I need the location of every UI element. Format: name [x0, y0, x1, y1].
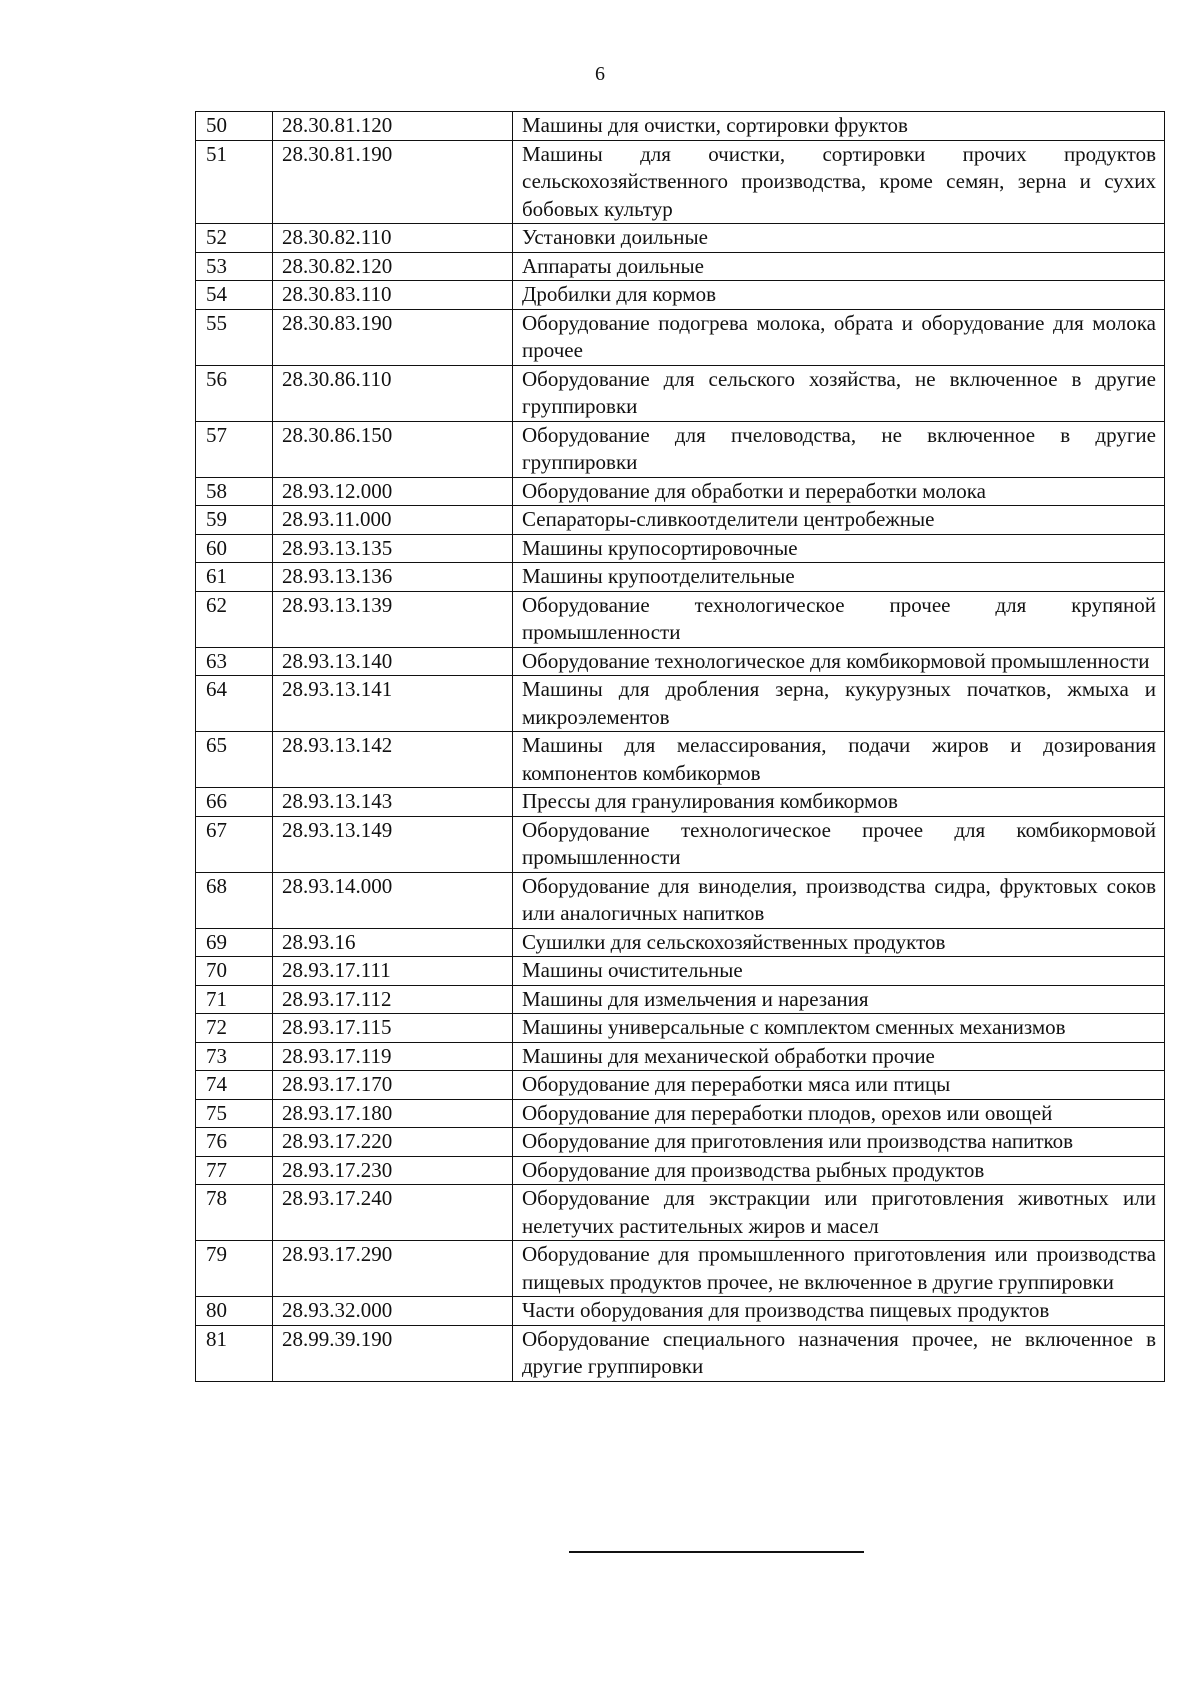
table-row: [196, 140, 1165, 224]
okpd-code: 28.93.13.149: [273, 816, 513, 872]
equipment-description: Машины для дробления зерна, кукурузных початков, жмыха и микроэлементов: [513, 676, 1165, 732]
table-row: [196, 647, 1165, 676]
row-number: 65: [196, 732, 273, 788]
row-number: 61: [196, 563, 273, 592]
row-number: 77: [196, 1156, 273, 1185]
equipment-description: Оборудование для переработки плодов, орехов или овощей: [513, 1099, 1165, 1128]
table-row: [196, 421, 1165, 477]
okpd-code: 28.93.17.170: [273, 1071, 513, 1100]
equipment-description: Машины для очистки, сортировки фруктов: [513, 112, 1165, 141]
equipment-description: Сушилки для сельскохозяйственных продуктов: [513, 928, 1165, 957]
equipment-description: Прессы для гранулирования комбикормов: [513, 788, 1165, 817]
equipment-description: Машины для измельчения и нарезания: [513, 985, 1165, 1014]
row-number: 64: [196, 676, 273, 732]
okpd-code: 28.30.86.110: [273, 365, 513, 421]
equipment-description: Оборудование для производства рыбных продуктов: [513, 1156, 1165, 1185]
row-number: 71: [196, 985, 273, 1014]
okpd-code: 28.30.83.190: [273, 309, 513, 365]
equipment-description: Машины крупоотделительные: [513, 563, 1165, 592]
row-number: 52: [196, 224, 273, 253]
okpd-code: 28.93.14.000: [273, 872, 513, 928]
row-number: 62: [196, 591, 273, 647]
equipment-description: Оборудование технологическое прочее для комбикормовой промышленности: [513, 816, 1165, 872]
okpd-code: 28.93.17.119: [273, 1042, 513, 1071]
row-number: 58: [196, 477, 273, 506]
table-row: [196, 1099, 1165, 1128]
okpd-code: 28.93.13.143: [273, 788, 513, 817]
okpd-code: 28.93.16: [273, 928, 513, 957]
okpd-code: 28.93.17.220: [273, 1128, 513, 1157]
row-number: 60: [196, 534, 273, 563]
okpd-code: 28.93.13.136: [273, 563, 513, 592]
okpd-code: 28.93.13.141: [273, 676, 513, 732]
okpd-code: 28.93.17.240: [273, 1185, 513, 1241]
okpd-code: 28.93.17.230: [273, 1156, 513, 1185]
row-number: 69: [196, 928, 273, 957]
end-of-document-rule: [569, 1551, 864, 1553]
row-number: 78: [196, 1185, 273, 1241]
table-row: [196, 1014, 1165, 1043]
okpd-code: 28.93.17.112: [273, 985, 513, 1014]
equipment-description: Оборудование для экстракции или приготовления животных или нелетучих растительных жиров и масел: [513, 1185, 1165, 1241]
table-row: [196, 676, 1165, 732]
row-number: 66: [196, 788, 273, 817]
table-row: [196, 112, 1165, 141]
equipment-description: Оборудование для пчеловодства, не включенное в другие группировки: [513, 421, 1165, 477]
okpd-code: 28.93.17.115: [273, 1014, 513, 1043]
equipment-description: Оборудование подогрева молока, обрата и оборудование для молока прочее: [513, 309, 1165, 365]
table-row: [196, 563, 1165, 592]
table-row: [196, 534, 1165, 563]
equipment-description: Установки доильные: [513, 224, 1165, 253]
row-number: 73: [196, 1042, 273, 1071]
okpd-code: 28.93.13.139: [273, 591, 513, 647]
row-number: 75: [196, 1099, 273, 1128]
equipment-description: Дробилки для кормов: [513, 281, 1165, 310]
table-row: [196, 1156, 1165, 1185]
table-row: [196, 281, 1165, 310]
row-number: 74: [196, 1071, 273, 1100]
row-number: 79: [196, 1241, 273, 1297]
table-row: [196, 1241, 1165, 1297]
row-number: 67: [196, 816, 273, 872]
table-row: [196, 928, 1165, 957]
row-number: 50: [196, 112, 273, 141]
equipment-description: Оборудование для переработки мяса или птицы: [513, 1071, 1165, 1100]
table-row: [196, 1128, 1165, 1157]
equipment-description: Оборудование для обработки и переработки молока: [513, 477, 1165, 506]
equipment-description: Оборудование для сельского хозяйства, не включенное в другие группировки: [513, 365, 1165, 421]
okpd-code: 28.93.13.140: [273, 647, 513, 676]
table-row: [196, 506, 1165, 535]
table-row: [196, 224, 1165, 253]
equipment-description: Оборудование специального назначения прочее, не включенное в другие группировки: [513, 1325, 1165, 1381]
table-row: [196, 1071, 1165, 1100]
equipment-description: Машины для механической обработки прочие: [513, 1042, 1165, 1071]
okpd-code: 28.93.12.000: [273, 477, 513, 506]
okpd-code: 28.99.39.190: [273, 1325, 513, 1381]
equipment-description: Оборудование для виноделия, производства сидра, фруктовых соков или аналогичных напитков: [513, 872, 1165, 928]
okpd-code: 28.30.82.110: [273, 224, 513, 253]
okpd-code: 28.30.83.110: [273, 281, 513, 310]
equipment-description: Оборудование технологическое прочее для крупяной промышленности: [513, 591, 1165, 647]
table-row: [196, 1042, 1165, 1071]
row-number: 53: [196, 252, 273, 281]
equipment-description: Машины для очистки, сортировки прочих продуктов сельскохозяйственного производства, кроме семян, зерна и сухих бобовых культур: [513, 140, 1165, 224]
okpd-code: 28.93.17.180: [273, 1099, 513, 1128]
table-row: [196, 1297, 1165, 1326]
table-row: [196, 872, 1165, 928]
okpd-code: 28.30.81.120: [273, 112, 513, 141]
row-number: 72: [196, 1014, 273, 1043]
row-number: 70: [196, 957, 273, 986]
table-row: [196, 985, 1165, 1014]
row-number: 59: [196, 506, 273, 535]
row-number: 63: [196, 647, 273, 676]
table-row: [196, 957, 1165, 986]
row-number: 55: [196, 309, 273, 365]
table-row: [196, 788, 1165, 817]
equipment-description: Оборудование технологическое для комбикормовой промышленности: [513, 647, 1165, 676]
row-number: 80: [196, 1297, 273, 1326]
table-row: [196, 1325, 1165, 1381]
row-number: 68: [196, 872, 273, 928]
equipment-description: Части оборудования для производства пищевых продуктов: [513, 1297, 1165, 1326]
okpd-code: 28.93.32.000: [273, 1297, 513, 1326]
equipment-description: Машины универсальные с комплектом сменных механизмов: [513, 1014, 1165, 1043]
table-row: [196, 816, 1165, 872]
row-number: 57: [196, 421, 273, 477]
okpd-code: 28.30.86.150: [273, 421, 513, 477]
row-number: 56: [196, 365, 273, 421]
okpd-code: 28.30.82.120: [273, 252, 513, 281]
table-row: [196, 1185, 1165, 1241]
equipment-description: Сепараторы-сливкоотделители центробежные: [513, 506, 1165, 535]
equipment-description: Оборудование для промышленного приготовления или производства пищевых продуктов прочее, не включенное в другие группировки: [513, 1241, 1165, 1297]
okpd-code: 28.30.81.190: [273, 140, 513, 224]
okpd-code: 28.93.11.000: [273, 506, 513, 535]
okpd-code: 28.93.13.142: [273, 732, 513, 788]
row-number: 51: [196, 140, 273, 224]
table-row: [196, 365, 1165, 421]
table-body: [196, 112, 1165, 1382]
row-number: 54: [196, 281, 273, 310]
okpd-code: 28.93.17.290: [273, 1241, 513, 1297]
okpd-code: 28.93.17.111: [273, 957, 513, 986]
okpd-code: 28.93.13.135: [273, 534, 513, 563]
row-number: 81: [196, 1325, 273, 1381]
table-row: [196, 309, 1165, 365]
equipment-description: Машины крупосортировочные: [513, 534, 1165, 563]
equipment-code-table: [195, 111, 1165, 1382]
equipment-description: Машины для мелассирования, подачи жиров и дозирования компонентов комбикормов: [513, 732, 1165, 788]
table-row: [196, 591, 1165, 647]
table-row: [196, 252, 1165, 281]
table-row: [196, 477, 1165, 506]
equipment-description: Оборудование для приготовления или производства напитков: [513, 1128, 1165, 1157]
equipment-description: Аппараты доильные: [513, 252, 1165, 281]
table-row: [196, 732, 1165, 788]
equipment-description: Машины очистительные: [513, 957, 1165, 986]
page-number: 6: [595, 63, 605, 85]
row-number: 76: [196, 1128, 273, 1157]
